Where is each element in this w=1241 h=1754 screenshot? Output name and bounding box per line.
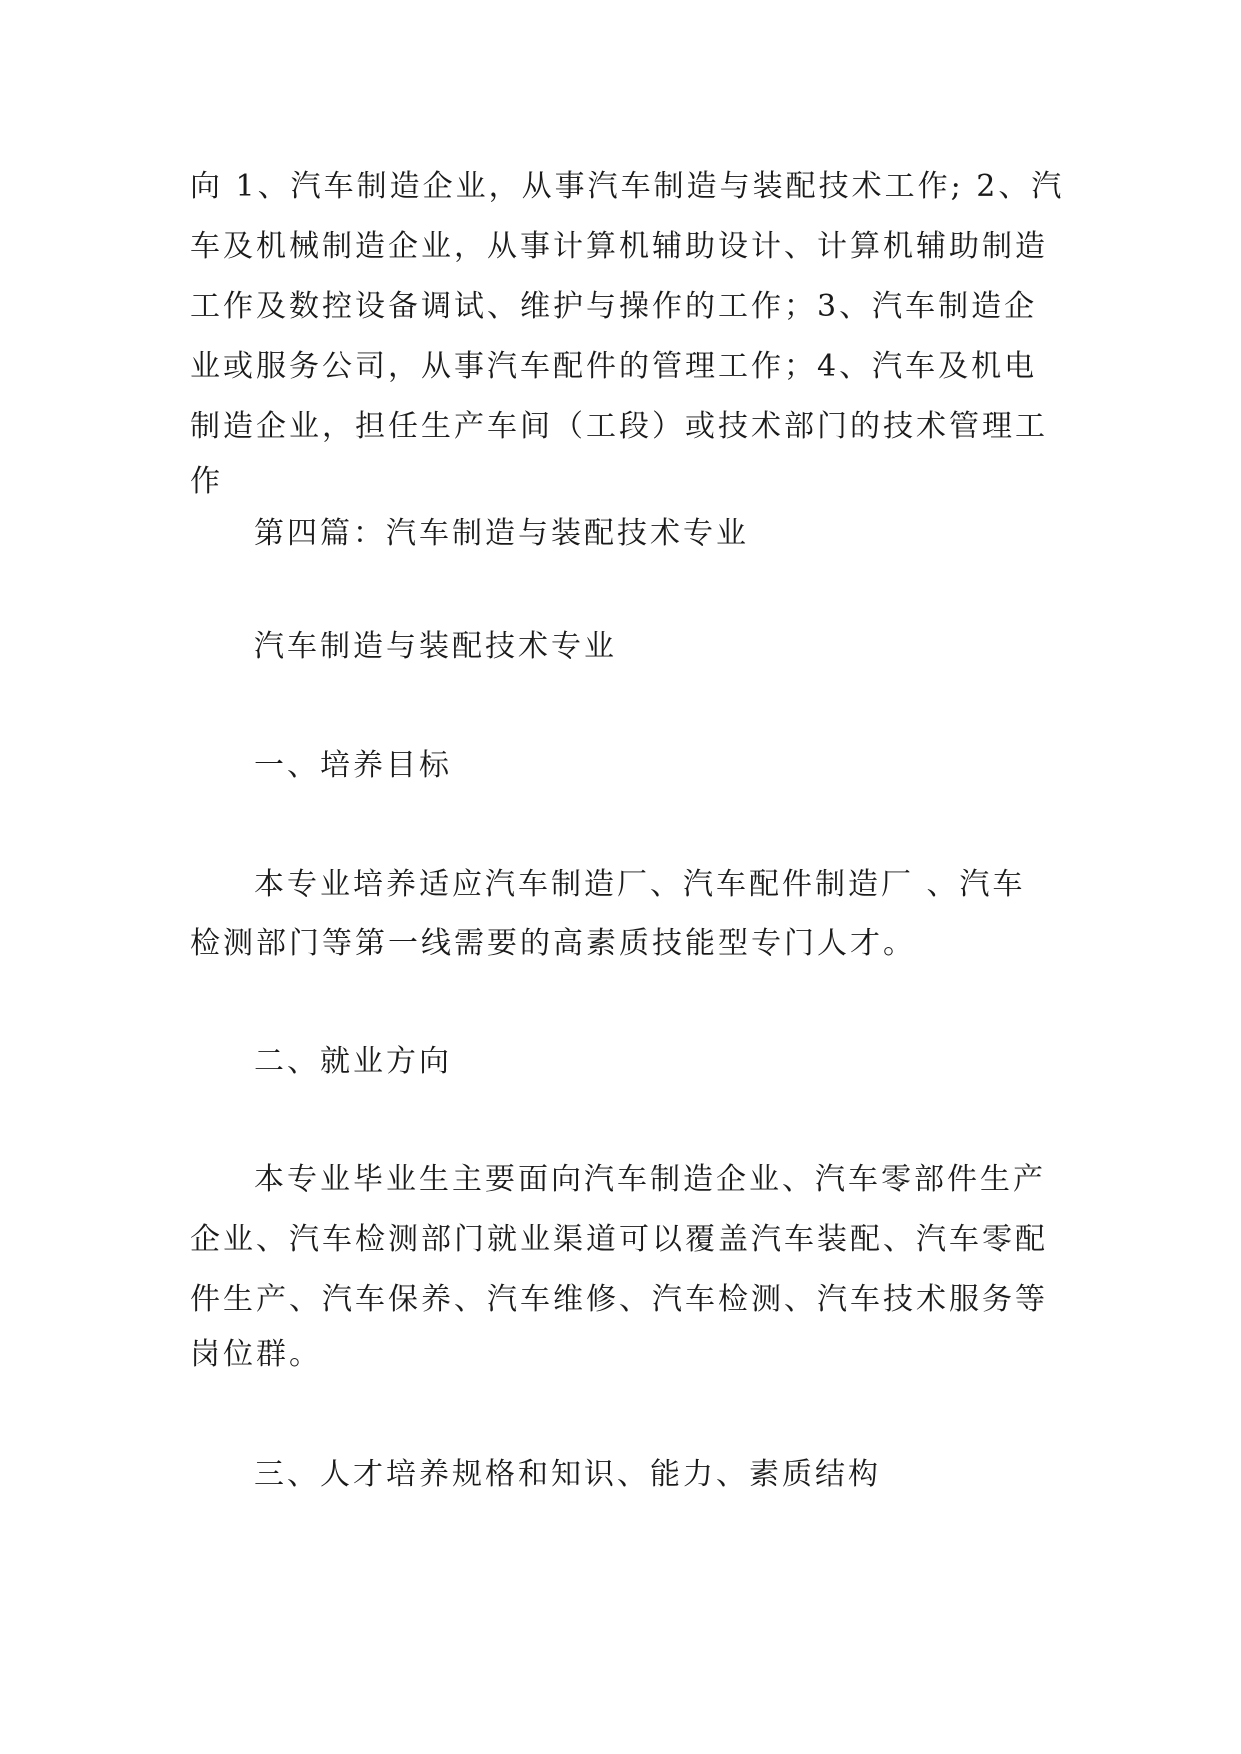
body-text-line: 制造企业，担任生产车间（工段）或技术部门的技术管理工 xyxy=(190,409,1048,444)
section-heading: 一、培养目标 xyxy=(254,748,452,783)
body-text-line: 车及机械制造企业，从事计算机辅助设计、计算机辅助制造 xyxy=(190,229,1048,264)
body-text-line: 工作及数控设备调试、维护与操作的工作；3、汽车制造企 xyxy=(190,289,1038,324)
body-text-line: 件生产、汽车保养、汽车维修、汽车检测、汽车技术服务等 xyxy=(190,1282,1048,1317)
body-text-line: 业或服务公司，从事汽车配件的管理工作；4、汽车及机电 xyxy=(190,349,1038,384)
chapter-heading: 第四篇：汽车制造与装配技术专业 xyxy=(254,516,749,551)
body-text-line: 本专业培养适应汽车制造厂、汽车配件制造厂 、汽车 xyxy=(254,867,1026,902)
body-text-line: 企业、汽车检测部门就业渠道可以覆盖汽车装配、汽车零配 xyxy=(190,1222,1048,1257)
body-text-line: 作 xyxy=(190,464,223,499)
body-text-line: 本专业毕业生主要面向汽车制造企业、汽车零部件生产 xyxy=(254,1162,1046,1197)
section-heading: 二、就业方向 xyxy=(254,1044,452,1079)
body-text-line: 向 1、汽车制造企业，从事汽车制造与装配技术工作; 2、汽 xyxy=(190,169,1065,204)
body-text-line: 检测部门等第一线需要的高素质技能型专门人才。 xyxy=(190,926,916,961)
section-heading: 三、人才培养规格和知识、能力、素质结构 xyxy=(254,1457,881,1492)
subject-title: 汽车制造与装配技术专业 xyxy=(254,629,617,664)
body-text-line: 岗位群。 xyxy=(190,1337,322,1372)
